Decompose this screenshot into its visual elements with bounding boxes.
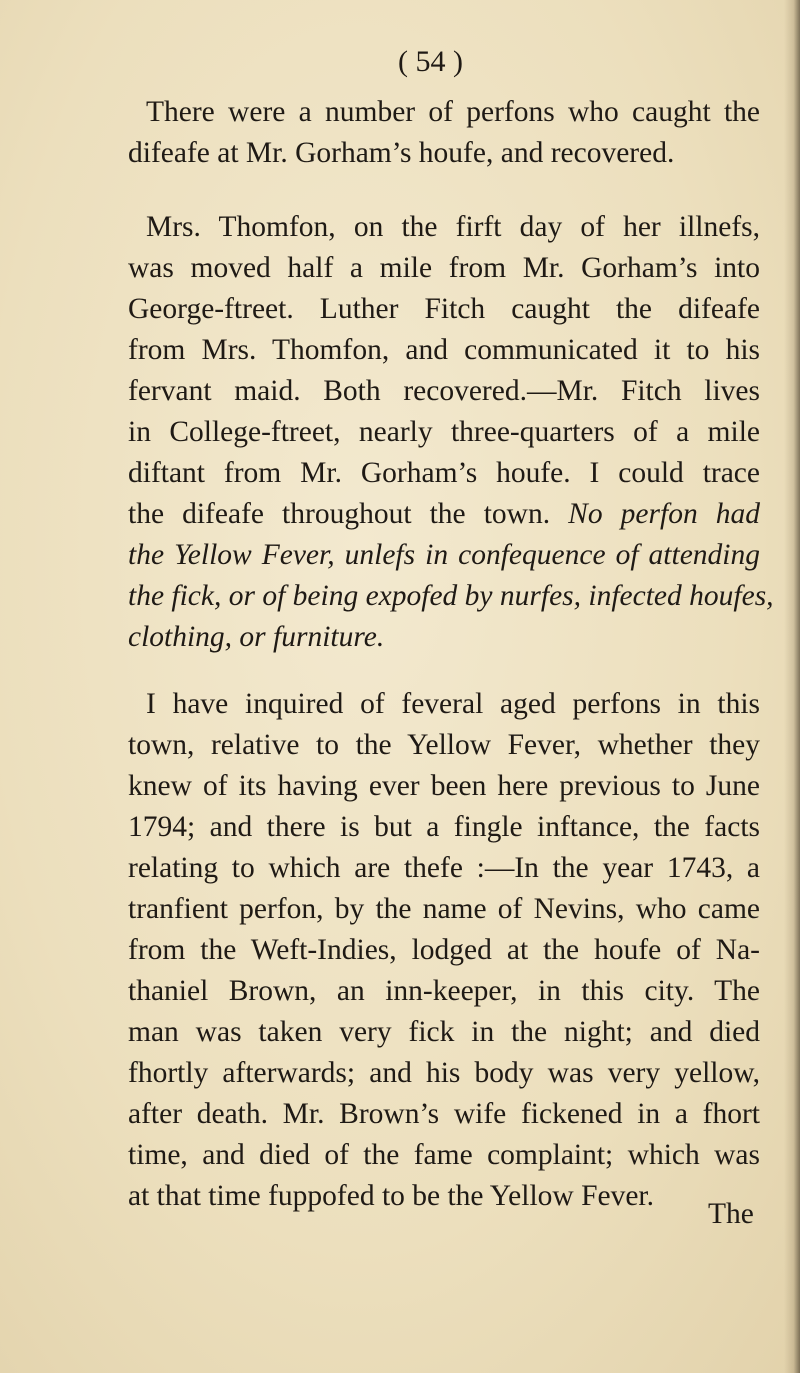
text-line: man was taken very fick in the night; and died (128, 1016, 760, 1048)
page-edge-shadow (784, 0, 800, 1373)
text-line: 1794; and there is but a fingle inftance, the facts (128, 811, 760, 843)
text-line: There were a number of perfons who caught the (146, 96, 760, 128)
text-line: at that time fuppofed to be the Yellow Fever. (128, 1180, 654, 1212)
paragraph-1 (128, 92, 760, 174)
text-line: tranfient perfon, by the name of Nevins, who came (128, 893, 760, 925)
italic-text-line: clothing, or furniture. (128, 621, 385, 653)
text-line: Mrs. Thomfon, on the firft day of her illnefs, (146, 211, 760, 243)
text-line: knew of its having ever been here previous to June (128, 770, 760, 802)
text-line: diftant from Mr. Gorham’s houfe. I could trace (128, 457, 760, 489)
italic-text-line: the Yellow Fever, unlefs in confequence of attending (128, 539, 760, 571)
page-number: ( 54 ) (398, 45, 463, 78)
text-line: from the Weft-Indies, lodged at the houfe of Na- (128, 934, 760, 966)
paragraph-3 (128, 684, 760, 1217)
text-line: fhortly afterwards; and his body was very yellow, (128, 1057, 760, 1089)
text-line: from Mrs. Thomfon, and communicated it to his (128, 334, 760, 366)
text-line: fervant maid. Both recovered.—Mr. Fitch lives (128, 375, 760, 407)
catchword: The (708, 1198, 754, 1230)
text-line: was moved half a mile from Mr. Gorham’s into (128, 252, 760, 284)
paragraph-2 (128, 207, 774, 658)
text-line: after death. Mr. Brown’s wife fickened in a fhort (128, 1098, 760, 1130)
text-segment: the difeafe throughout the town. (128, 498, 551, 530)
text-line: relating to which are thefe :—In the year 1743, a (128, 852, 760, 884)
text-line: town, relative to the Yellow Fever, whether they (128, 729, 760, 761)
text-line: time, and died of the fame complaint; which was (128, 1139, 760, 1171)
text-line: George-ftreet. Luther Fitch caught the difeafe (128, 293, 760, 325)
text-line (128, 494, 760, 535)
italic-text-line: the fick, or of being expofed by nurfes, infected houfes, (128, 580, 774, 612)
text-line: in College-ftreet, nearly three-quarters of a mile (128, 416, 760, 448)
text-line: I have inquired of feveral aged perfons in this (146, 688, 760, 720)
text-line: difeafe at Mr. Gorham’s houfe, and recovered. (128, 137, 675, 169)
italic-text-segment: No perfon had (568, 498, 761, 530)
text-line: thaniel Brown, an inn-keeper, in this city. The (128, 975, 760, 1007)
